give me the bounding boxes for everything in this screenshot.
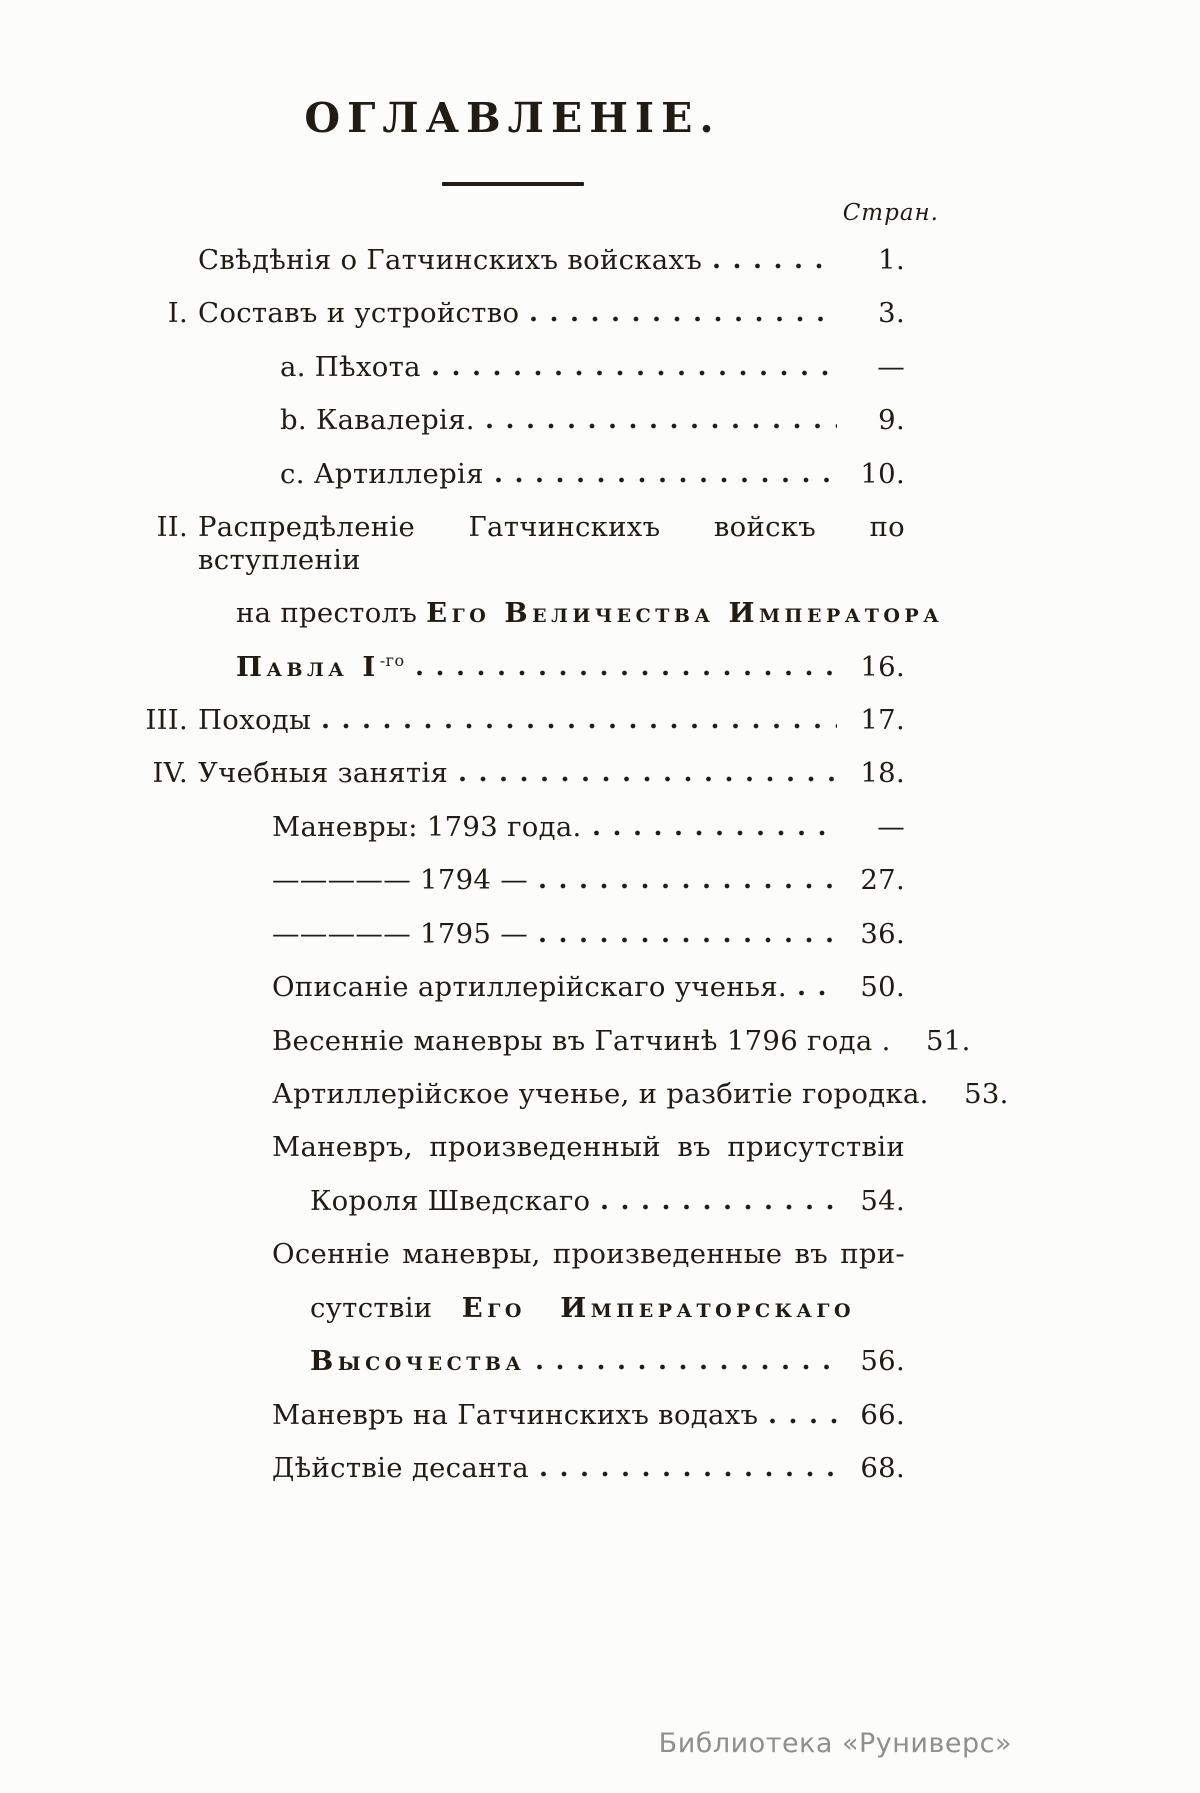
plain-text: Составъ и устройство	[198, 297, 520, 330]
toc-row	[120, 1024, 971, 1057]
toc-rows	[120, 244, 1009, 1485]
toc-row	[120, 1078, 1009, 1110]
entry-text	[280, 404, 475, 436]
page-number: 9.	[878, 404, 905, 437]
plain-text: Походы	[198, 703, 312, 736]
entry-text	[272, 1025, 891, 1057]
toc-row	[120, 651, 905, 683]
plain-text: Распредѣленіе Гатчинскихъ войскъ по вступленіи	[198, 511, 905, 576]
entry-text	[272, 1078, 929, 1110]
entry-text	[272, 1238, 905, 1270]
entry-text	[198, 511, 905, 576]
toc-row	[120, 704, 905, 736]
entry-text	[198, 704, 311, 736]
smallcaps-text: Павла I	[236, 650, 380, 683]
entry-text	[198, 757, 448, 789]
page-number: 54.	[860, 1184, 905, 1217]
page-number: 53.	[964, 1078, 1009, 1110]
plain-text: Осенніе маневры, произведенные въ при-	[272, 1238, 905, 1271]
dot-leader	[433, 370, 837, 376]
entry-text	[272, 1131, 905, 1163]
toc-row	[120, 597, 944, 630]
entry-text	[272, 918, 528, 950]
page-number: 16.	[860, 650, 905, 683]
plain-text: Весенніе маневры въ Гатчинѣ 1796 года .	[272, 1024, 891, 1057]
entry-text	[280, 458, 484, 490]
plain-text: Маневръ, произведенный въ присутствіи	[272, 1131, 905, 1164]
toc-row	[120, 297, 905, 329]
toc-row	[120, 1185, 905, 1217]
page-number: 10.	[860, 457, 905, 490]
page-title: ОГЛАВЛЕНІЕ.	[304, 94, 721, 142]
entry-text	[236, 651, 405, 683]
divider-rule	[442, 182, 584, 186]
page-number: 51.	[926, 1024, 971, 1057]
entry-number: III.	[145, 703, 188, 736]
dot-leader	[460, 776, 837, 782]
plain-text: сутствіи	[310, 1291, 462, 1324]
plain-text: ————— 1794 —	[272, 864, 529, 897]
library-watermark: Библиотека «Руниверс»	[658, 1728, 1012, 1759]
plain-text: Артиллерійское ученье, и разбитіе городка.	[272, 1078, 929, 1110]
toc-row	[120, 1238, 905, 1270]
toc-row	[120, 1452, 905, 1484]
toc-row	[120, 1345, 905, 1377]
plain-text: Короля Шведскаго	[310, 1184, 591, 1217]
entry-text	[310, 1185, 590, 1217]
entry-text	[198, 297, 519, 329]
dot-leader	[540, 883, 837, 889]
toc-row	[120, 971, 905, 1003]
entry-text	[272, 1399, 758, 1431]
page-number: 27.	[860, 864, 905, 897]
entry-text	[272, 811, 582, 843]
plain-text: Дѣйствіе десанта	[272, 1452, 529, 1485]
dot-leader	[770, 1418, 837, 1424]
page-number: 3.	[878, 297, 905, 330]
entry-number: II.	[156, 511, 188, 544]
page-number: —	[877, 810, 905, 843]
toc-row	[120, 864, 905, 896]
entry-number: I.	[167, 297, 188, 330]
dot-leader	[496, 477, 837, 483]
toc-row	[120, 244, 905, 276]
page-number: 50.	[860, 971, 905, 1004]
smallcaps-text: Его Императорскаго	[461, 1291, 855, 1324]
smallcaps-text: Высочества	[310, 1345, 526, 1378]
plain-text: b. Кавалерія.	[280, 404, 475, 437]
plain-text: на престолъ	[236, 597, 427, 630]
entry-text	[272, 864, 528, 896]
entry-text	[280, 351, 421, 383]
smallcaps-text: Его Величества Императора	[426, 597, 944, 630]
entry-text	[272, 971, 787, 1003]
plain-text: Описаніе артиллерійскаго ученья.	[272, 971, 787, 1004]
dot-leader	[714, 263, 837, 269]
plain-text: ————— 1795 —	[272, 917, 529, 950]
page-number: 18.	[860, 757, 905, 790]
page-number: 68.	[860, 1452, 905, 1485]
dot-leader	[531, 316, 837, 322]
page-column-header: Стран.	[842, 200, 939, 226]
dot-leader	[799, 990, 837, 996]
toc-row	[120, 1292, 905, 1324]
plain-text: Свѣдѣнія о Гатчинскихъ войскахъ	[198, 244, 703, 276]
page-number: 56.	[860, 1345, 905, 1378]
plain-text: Маневръ на Гатчинскихъ водахъ	[272, 1398, 759, 1431]
entry-text	[272, 1452, 529, 1484]
entry-text	[198, 244, 702, 276]
plain-text: c. Артиллерія	[280, 457, 484, 490]
dot-leader	[541, 1471, 837, 1477]
dot-leader	[540, 937, 837, 943]
page-number: 36.	[860, 917, 905, 950]
page-number: 1.	[878, 244, 905, 276]
page-number: —	[877, 350, 905, 383]
page-number: 17.	[860, 703, 905, 736]
dot-leader	[323, 723, 837, 729]
superscript-text: -го	[379, 650, 405, 670]
toc-row	[120, 1131, 905, 1163]
toc-row	[120, 757, 905, 789]
plain-text: Маневры: 1793 года.	[272, 810, 582, 843]
toc-row	[120, 351, 905, 383]
toc-row	[120, 918, 905, 950]
entry-text	[310, 1345, 525, 1377]
page-number: 66.	[860, 1398, 905, 1431]
toc-row	[120, 1399, 905, 1431]
entry-text	[310, 1292, 855, 1324]
plain-text: a. Пѣхота	[280, 350, 421, 383]
plain-text: Учебныя занятія	[198, 757, 449, 790]
entry-number: IV.	[152, 757, 188, 790]
dot-leader	[417, 670, 837, 676]
dot-leader	[602, 1204, 837, 1210]
toc-row	[120, 404, 905, 436]
toc-row	[120, 511, 905, 576]
toc-row	[120, 458, 905, 490]
dot-leader	[537, 1364, 837, 1370]
toc-row	[120, 811, 905, 843]
entry-text	[236, 597, 943, 629]
dot-leader	[487, 423, 837, 429]
dot-leader	[594, 830, 837, 836]
